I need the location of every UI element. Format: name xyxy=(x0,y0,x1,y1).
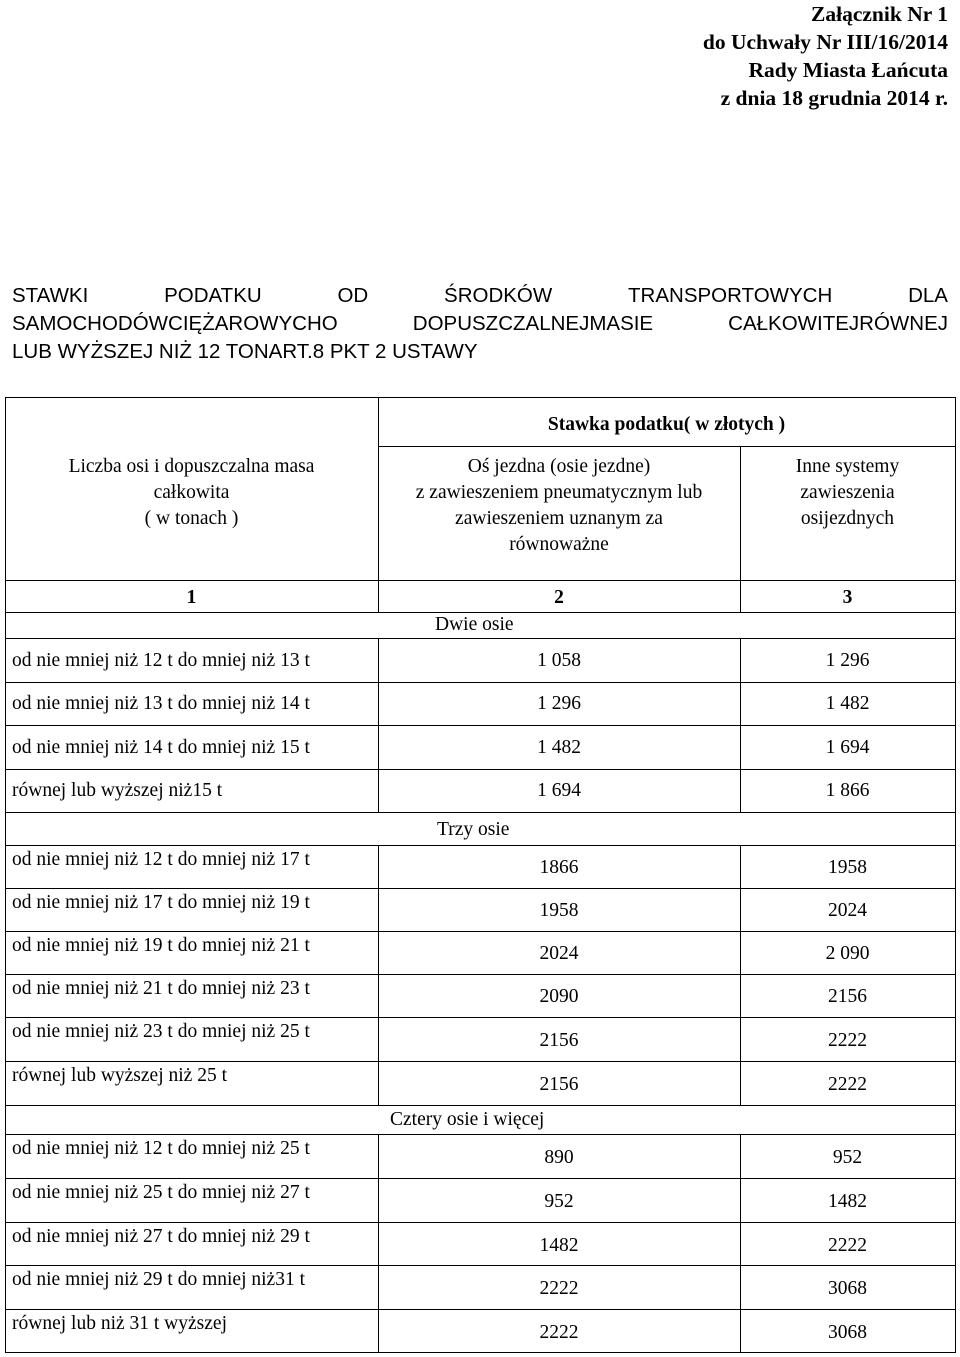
row-label: równej lub niż 31 t wyższej xyxy=(12,1313,227,1334)
row-value-col3: 2024 xyxy=(828,900,867,921)
table-row-divider xyxy=(5,888,956,889)
row-value-col3: 2156 xyxy=(828,986,867,1007)
table-row-divider xyxy=(5,1134,956,1135)
row-label: od nie mniej niż 25 t do mniej niż 27 t xyxy=(12,1182,310,1203)
table-border-top xyxy=(5,397,956,398)
title-word: ŚRODKÓW xyxy=(444,284,553,307)
row-value-col3: 3068 xyxy=(828,1322,867,1343)
section-title-two-axles: Dwie osie xyxy=(435,614,514,635)
section-title-four-axles: Cztery osie i więcej xyxy=(390,1109,545,1130)
row-value-col2: 1 296 xyxy=(537,693,581,714)
table-row-divider xyxy=(5,931,956,932)
row-label: od nie mniej niż 12 t do mniej niż 13 t xyxy=(12,650,310,671)
table-col-divider-1 xyxy=(378,845,379,1105)
col-number-1: 1 xyxy=(186,587,197,608)
row-value-col2: 1 482 xyxy=(537,737,581,758)
row-value-col2: 2024 xyxy=(539,943,579,964)
col-number-3: 3 xyxy=(842,587,853,608)
row-label: od nie mniej niż 19 t do mniej niż 21 t xyxy=(12,935,310,956)
col3-header: Inne systemy zawieszenia osijezdnych xyxy=(795,456,900,529)
table-row-divider xyxy=(5,974,956,975)
row-label: od nie mniej niż 23 t do mniej niż 25 t xyxy=(12,1021,310,1042)
row-value-col3: 1958 xyxy=(828,857,867,878)
row-value-col2: 1 694 xyxy=(537,780,581,801)
row-label: od nie mniej niż 12 t do mniej niż 25 t xyxy=(12,1138,310,1159)
row-label: od nie mniej niż 21 t do mniej niż 23 t xyxy=(12,978,310,999)
title-word: PODATKU xyxy=(164,284,262,307)
col-number-2: 2 xyxy=(554,587,564,608)
title-word: CAŁKOWITEJRÓWNEJ xyxy=(728,312,948,335)
row-value-col3: 2222 xyxy=(828,1074,867,1095)
table-row-divider xyxy=(5,1017,956,1018)
row-label: od nie mniej niż 27 t do mniej niż 29 t xyxy=(12,1226,310,1247)
row-value-col3: 1 866 xyxy=(825,780,870,801)
row-value-col3: 1 694 xyxy=(825,737,870,758)
header-line-attachment: Załącznik Nr 1 xyxy=(811,2,948,26)
table-border-bottom xyxy=(5,1352,956,1353)
table-row-divider xyxy=(5,1105,956,1106)
table-row-divider xyxy=(5,812,956,813)
title-word: SAMOCHODÓWCIĘŻAROWYCHO xyxy=(12,312,338,335)
row-label: równej lub wyższej niż15 t xyxy=(12,780,223,801)
table-border-right xyxy=(955,397,956,1352)
table-row-divider xyxy=(5,725,956,726)
title-line-3: LUB WYŻSZEJ NIŻ 12 TONART.8 PKT 2 USTAWY xyxy=(12,340,478,363)
table-row-divider xyxy=(5,682,956,683)
table-section-divider xyxy=(5,638,956,639)
row-label: od nie mniej niż 12 t do mniej niż 17 t xyxy=(12,849,310,870)
table-row-divider xyxy=(5,1309,956,1310)
table-col-divider-2 xyxy=(740,845,741,1105)
table-stawka-divider xyxy=(378,446,956,447)
table-row-divider xyxy=(5,1061,956,1062)
stawka-header: Stawka podatku( w złotych ) xyxy=(547,414,786,435)
header-line-date: z dnia 18 grudnia 2014 r. xyxy=(720,86,948,110)
row-value-col3: 3068 xyxy=(828,1278,867,1299)
row-value-col3: 1 482 xyxy=(825,693,870,714)
table-row-divider xyxy=(5,845,956,846)
row-label: równej lub wyższej niż 25 t xyxy=(12,1065,227,1086)
row-label: od nie mniej niż 29 t do mniej niż31 t xyxy=(12,1269,305,1290)
row-label: od nie mniej niż 13 t do mniej niż 14 t xyxy=(12,693,310,714)
table-header-bottom xyxy=(5,580,956,581)
table-row-divider xyxy=(5,1265,956,1266)
table-row-divider xyxy=(5,769,956,770)
table-row-divider xyxy=(5,1222,956,1223)
row-value-col2: 1482 xyxy=(539,1235,579,1256)
row-value-col3: 952 xyxy=(832,1147,863,1168)
row-value-col2: 2222 xyxy=(539,1278,579,1299)
row-value-col2: 1866 xyxy=(539,857,579,878)
row-value-col3: 1482 xyxy=(828,1191,867,1212)
section-title-three-axles: Trzy osie xyxy=(437,819,510,840)
row-value-col3: 2222 xyxy=(828,1030,867,1051)
header-line-council: Rady Miasta Łańcuta xyxy=(748,58,948,82)
row-value-col2: 890 xyxy=(544,1147,574,1168)
col1-header: Liczba osi i dopuszczalna masa całkowita ( w tonach ) xyxy=(68,456,315,529)
title-word: DOPUSZCZALNEJMASIE xyxy=(412,312,654,335)
title-word: TRANSPORTOWYCH xyxy=(628,284,833,307)
table-border-left xyxy=(5,397,6,1352)
row-value-col2: 1 058 xyxy=(537,650,581,671)
title-word: DLA xyxy=(908,284,948,307)
row-label: od nie mniej niż 14 t do mniej niż 15 t xyxy=(12,737,310,758)
table-row-divider xyxy=(5,1178,956,1179)
title-word: OD xyxy=(337,284,369,307)
row-value-col2: 952 xyxy=(544,1191,574,1212)
row-value-col2: 1958 xyxy=(539,900,579,921)
row-value-col2: 2156 xyxy=(539,1074,579,1095)
row-value-col2: 2090 xyxy=(539,986,579,1007)
col2-header: Oś jezdna (osie jezdne) z zawieszeniem pneumatycznym lub zawieszeniem uznanym za równoważne xyxy=(415,456,703,555)
row-label: od nie mniej niż 17 t do mniej niż 19 t xyxy=(12,892,310,913)
row-value-col2: 2156 xyxy=(539,1030,579,1051)
title-word: STAWKI xyxy=(12,284,89,307)
row-value-col3: 2222 xyxy=(828,1235,867,1256)
row-value-col3: 1 296 xyxy=(825,650,870,671)
row-value-col2: 2222 xyxy=(539,1322,579,1343)
row-value-col3: 2 090 xyxy=(825,943,870,964)
header-line-resolution: do Uchwały Nr III/16/2014 xyxy=(702,30,948,54)
